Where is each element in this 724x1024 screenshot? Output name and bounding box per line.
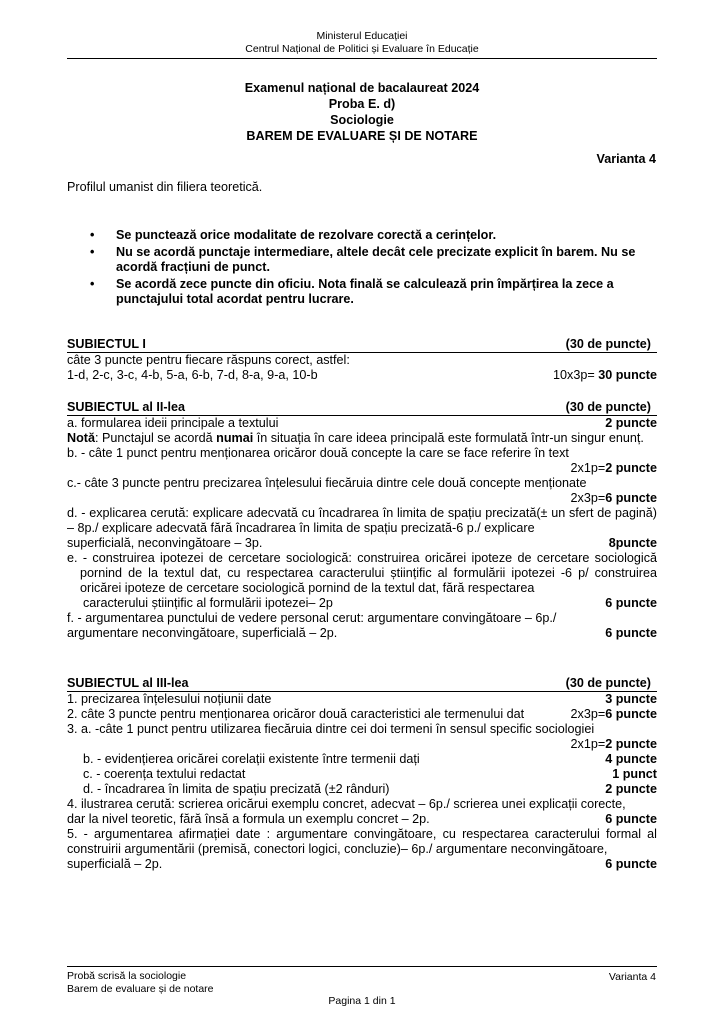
item-d-text: d. - explicarea cerută: explicare adecvată cu încadrarea în limita de spațiu precizată(± un sfert de pagină) – 8p./ explicare adecvată fără încadrarea în limita de spațiu precizată-6 p./ explicare [67,506,657,535]
subject-title: Sociologie [330,113,394,127]
section-subiectul-1 [67,337,657,383]
item-e-text: e. - construirea ipotezei de cercetare sociologică: construirea oricărei ipoteze de cercetare sociologică pornind de la textul dat, cu respectarea caracterului științific al formulării ipotezei -6 p/ construirea oricărei ipoteze de cercetare sociologică pornind de la textul dat, fără respectarea [67,551,657,595]
instructions-list [90,228,657,309]
exam-title: Examenul național de bacalaureat 2024 [244,81,480,95]
s1-score: 10x3p= 30 puncte [553,368,657,382]
section-subiectul-3 [67,676,657,872]
item-a: a. formularea ideii principale a textului 2 puncte [67,416,657,430]
section-title: SUBIECTUL I [67,337,146,351]
item-c-text: c.- câte 3 puncte pentru precizarea înțelesului fiecăruia dintre cele două concepte menționate [67,476,587,490]
item-3b: b. - evidențierea oricărei corelații existente între termenii dați 4 puncte [83,752,657,766]
section-subiectul-2 [67,400,657,641]
footer-divider [67,966,657,967]
item-f-end: argumentare neconvingătoare, superficială – 2p. 6 puncte [67,626,657,640]
item-b-score: 2x1p=2 puncte [570,461,657,475]
s1-answers: 1-d, 2-c, 3-c, 4-b, 5-a, 6-b, 7-d, 8-a, 9-a, 10-b [67,368,318,382]
item-2: 2. câte 3 puncte pentru menționarea oricăror două caracteristici ale termenului dat 2x3p=6 puncte [67,707,657,721]
footer-barem: Barem de evaluare și de notare [67,983,214,995]
center-name: Centrul Național de Politici și Evaluare în Educație [245,43,479,55]
item-b-text: b. - câte 1 punct pentru menționarea oricăror două concepte la care se face referire în text [67,446,569,460]
section-heading [67,400,657,416]
instruction-item: • Se punctează orice modalitate de rezolvare corectă a cerințelor. [90,228,657,243]
item-5-end: superficială – 2p. 6 puncte [67,857,657,871]
section-points: (30 de puncte) [565,337,651,351]
section-points: (30 de puncte) [565,400,651,414]
document-titles [0,80,724,144]
barem-title: BAREM DE EVALUARE ȘI DE NOTARE [246,129,478,143]
footer-subject: Probă scrisă la sociologie [67,970,187,982]
section-title: SUBIECTUL al II-lea [67,400,186,414]
item-3a-score: 2x1p=2 puncte [570,737,657,751]
item-5-text: 5. - argumentarea afirmației date : argumentare convingătoare, cu respectarea caracterului formal al construirii argumentării (premisă, conectori logici, concluzie)– 6p./ argumentare neconvingătoare, [67,827,657,856]
item-f-text: f. - argumentarea punctului de vedere personal cerut: argumentare convingătoare – 6p./ [67,611,557,625]
ministry-name: Ministerul Educației [316,30,408,42]
section-heading [67,676,657,692]
s1-intro: câte 3 puncte pentru fiecare răspuns corect, astfel: [67,353,350,367]
item-4-text: 4. ilustrarea cerută: scrierea oricărui exemplu concret, adecvat – 6p./ scrierea unei explicații corecte, [67,797,626,811]
section-points: (30 de puncte) [565,676,651,690]
instruction-item: • Se acordă zece puncte din oficiu. Nota finală se calculează prin împărțirea la zece a punctajului total acordat pentru lucrare. [90,277,657,307]
item-3d: d. - încadrarea în limita de spațiu precizată (±2 rânduri) 2 puncte [83,782,657,796]
section-title: SUBIECTUL al III-lea [67,676,189,690]
instruction-item: • Nu se acordă punctaje intermediare, altele decât cele precizate explicit în barem. Nu se acordă fracțiuni de punct. [90,245,657,275]
item-4-end: dar la nivel teoretic, fără însă a formula un exemplu concret – 2p. 6 puncte [67,812,657,826]
footer-left [67,970,214,996]
header-divider [67,58,657,59]
item-3c: c. - coerența textului redactat 1 punct [83,767,657,781]
section-heading [67,337,657,353]
s1-answers-row [67,368,657,383]
item-1: 1. precizarea înțelesului noțiunii date 3 puncte [67,692,657,706]
item-c-score: 2x3p=6 puncte [570,491,657,505]
item-3a-text: 3. a. -câte 1 punct pentru utilizarea fiecăruia dintre cei doi termeni în sensul specific sociologiei [67,722,595,736]
document-header [0,30,724,56]
item-e-end: caracterului științific al formulării ipotezei– 2p 6 puncte [83,596,657,610]
variant-label: Varianta 4 [596,152,656,166]
page-number: Pagina 1 din 1 [328,995,396,1007]
nota-text: Notă: Punctajul se acordă numai în situația în care ideea principală este formulată într-un singur enunț. [67,431,644,445]
profile-text: Profilul umanist din filiera teoretică. [67,180,263,194]
item-d-end: superficială, neconvingătoare – 3p. 8puncte [67,536,657,550]
proba-title: Proba E. d) [328,97,396,111]
footer-variant: Varianta 4 [608,971,656,983]
